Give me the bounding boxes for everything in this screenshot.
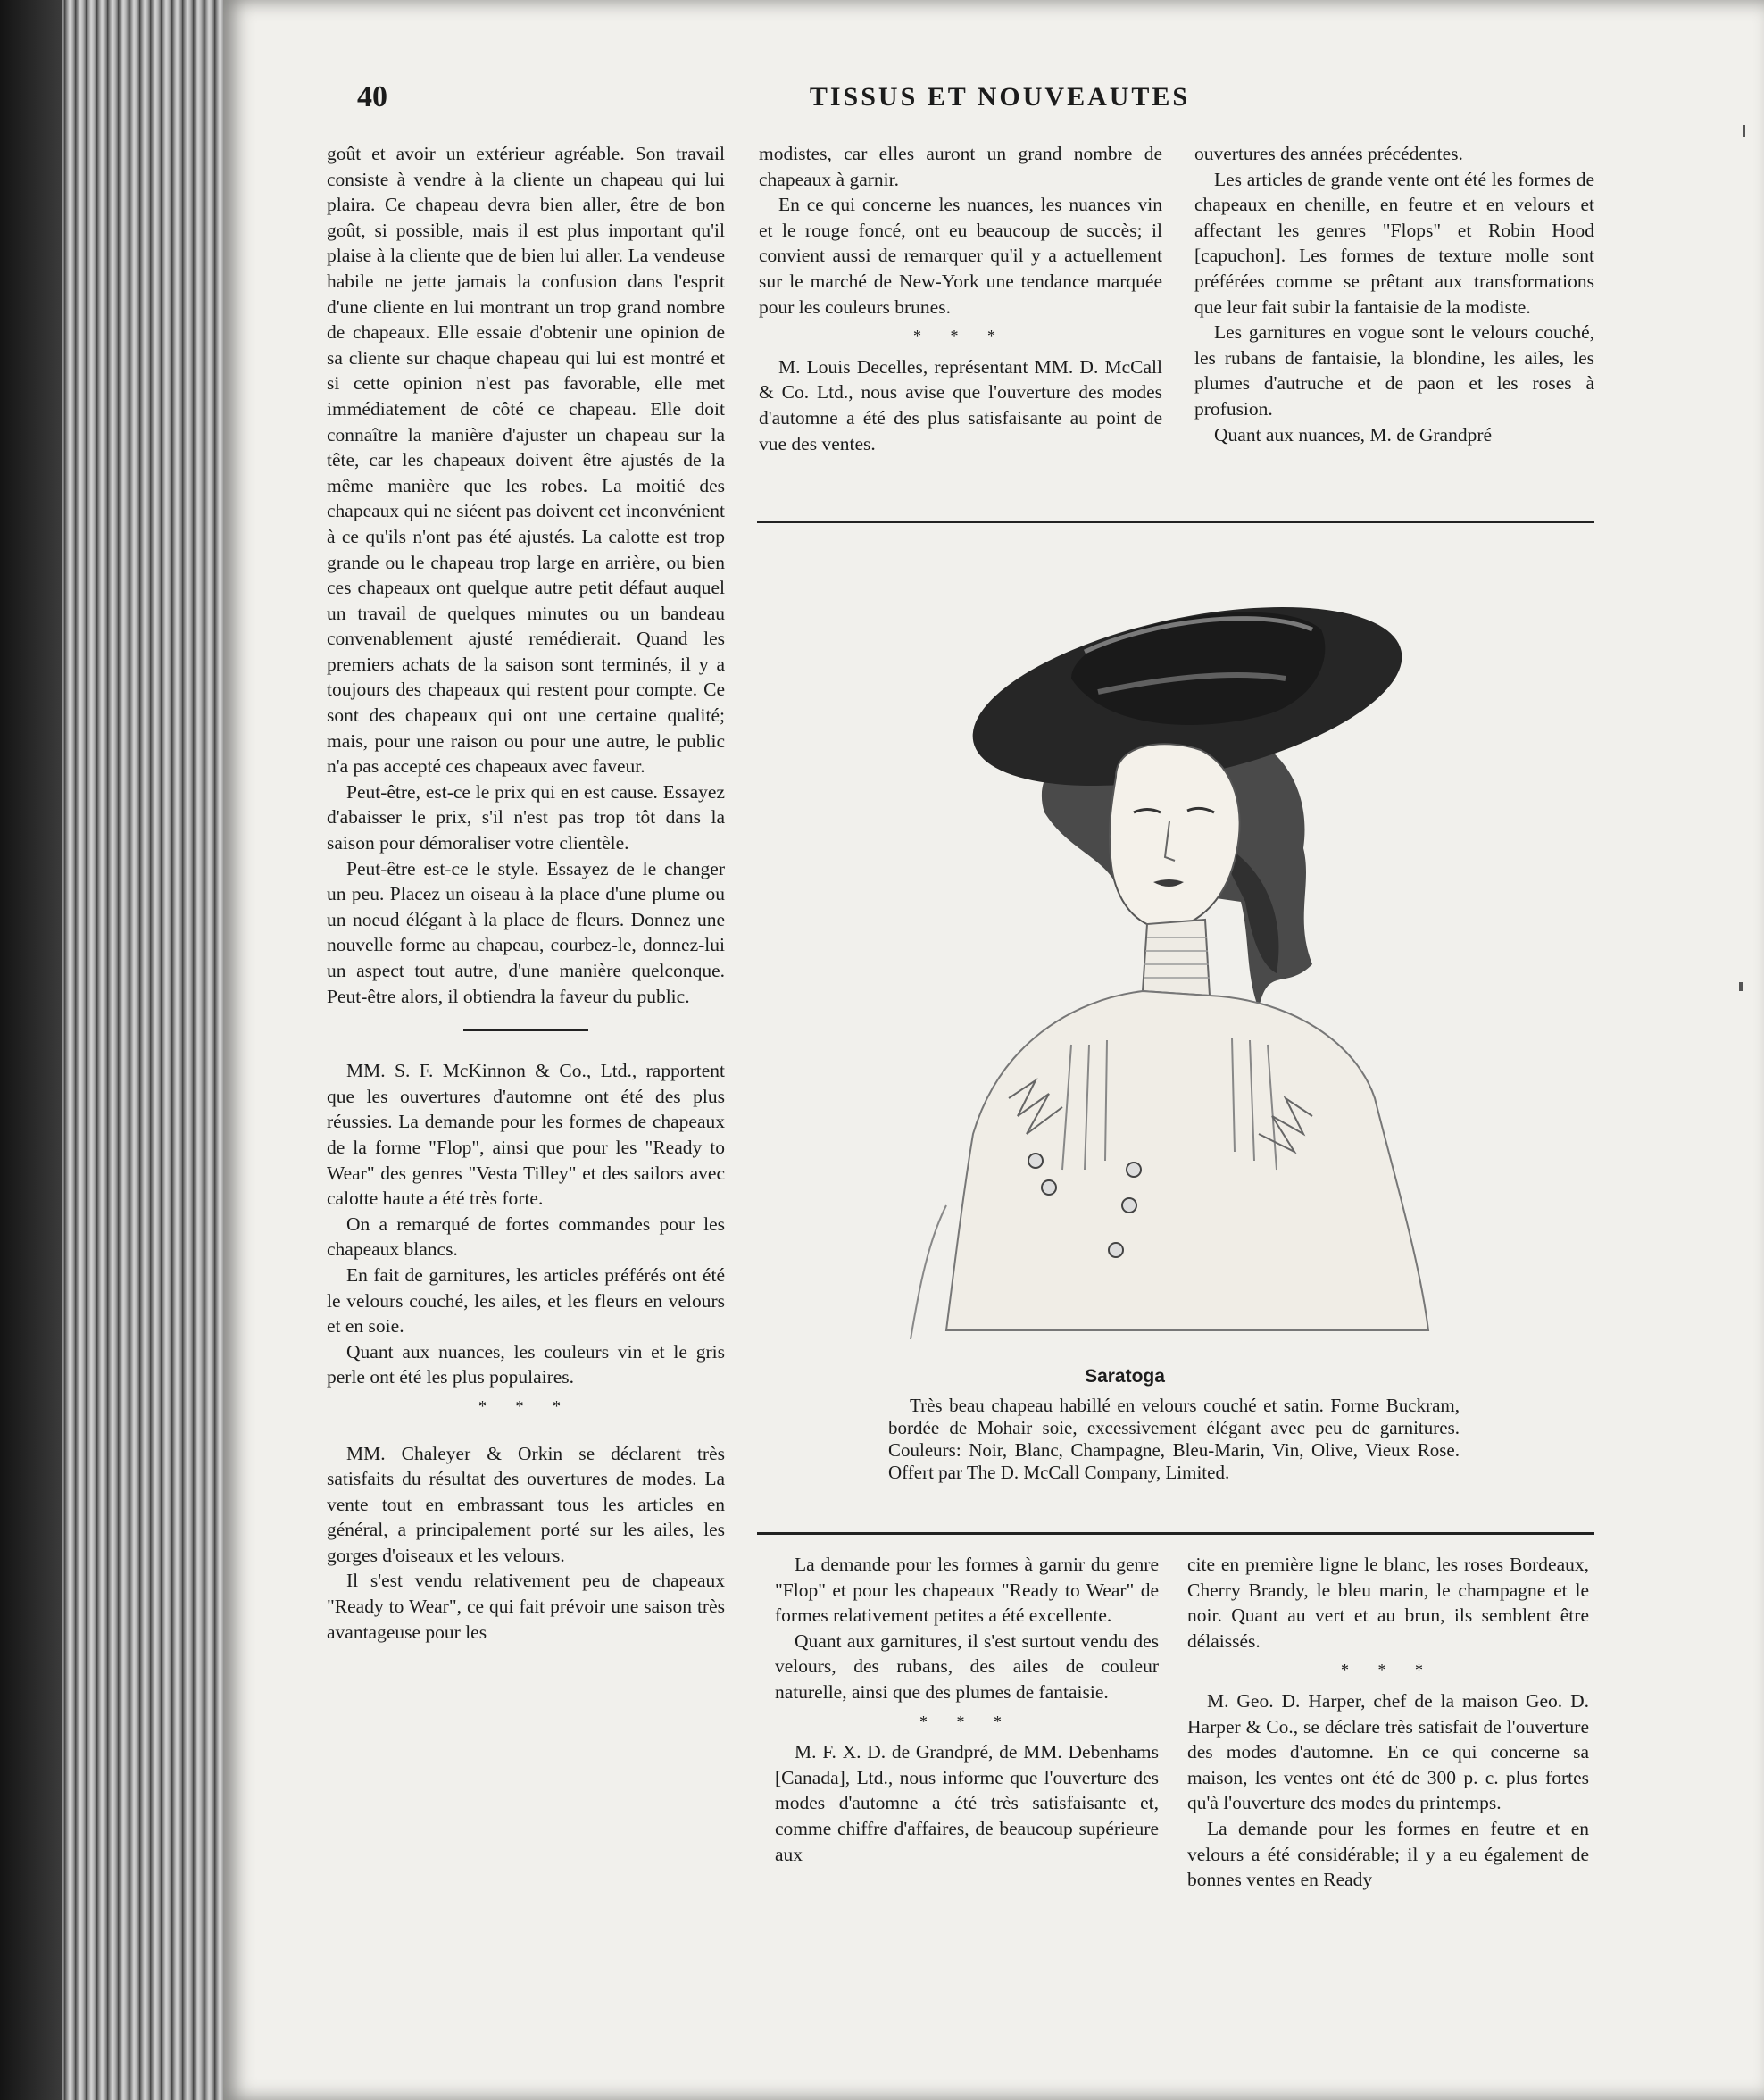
caption-text: Très beau chapeau habillé en velours couché et satin. Forme Buckram, bordée de Mohair soie, excessivement élégant avec peu de garnitures. Couleurs: Noir, Blanc, Champagne, Bleu-Marin, Vin, Olive, Vieux Rose. Offert par The D. McCall Company, Limited. — [888, 1395, 1460, 1483]
paragraph: En ce qui concerne les nuances, les nuances vin et le rouge foncé, ont eu beaucoup de succès; il convient aussi de remarquer qu'il y a actuellement sur le marché de New-York une tendance marquée pour les couleurs brunes. — [759, 194, 1162, 318]
paragraph: Quant aux garnitures, il s'est surtout vendu des velours, des rubans, des ailes de couleur naturelle, ainsi que des plumes de fantaisie. — [775, 1629, 1159, 1703]
paragraph: modistes, car elles auront un grand nombre de chapeaux à garnir. — [759, 143, 1162, 190]
paragraph: Quant aux nuances, les couleurs vin et le gris perle ont été les plus populaires. — [327, 1340, 725, 1388]
paragraph: goût et avoir un extérieur agréable. Son travail consiste à vendre à la cliente un chapeau qui lui plaira. Ce chapeau devra bien aller, être de bon goût, si possible, mais il est plus important qu'il plaise à la cliente que de bien lui aller. La vendeuse habile ne jette jamais la confusion dans l'esprit d'une cliente en lui montrant un trop grand nombre de chapeaux. Elle essaie d'obtenir une opinion de sa cliente sur chaque chapeau qui lui est montré et si cette opinion n'est pas favorable, elle met immédiatement de côté ce chapeau. Elle doit connaître la manière d'ajuster un chapeau sur la tête, car les chapeaux doivent être ajustés de la même manière que les robes. La moitié des chapeaux qui ne siéent pas doivent cet inconvénient à ce qu'ils n'ont pas été ajustés. La calotte est trop grande ou le chapeau trop large en arrière, ou bien ces chapeaux ont quelque autre petit défaut auquel un travail de quelques minutes ou un bandeau convenablement ajusté remédierait. Quand les premiers achats de la saison sont terminés, il y a toujours des chapeaux qui restent pour compte. Ce sont des chapeaux qui ont une certaine qualité; mais, pour une raison ou pour une autre, le public n'a pas accepté ces chapeaux avec faveur. — [327, 143, 725, 778]
section-stars: * * * — [913, 327, 1008, 346]
paragraph: La demande pour les formes à garnir du genre "Flop" et pour les chapeaux "Ready to Wear" de formes relativement petites a été excellente. — [775, 1554, 1159, 1627]
button — [1127, 1162, 1141, 1177]
paragraph: Les articles de grande vente ont été les formes de chapeaux en chenille, en feutre et en velours et affectant les genres "Flops" et Robin Hood [capuchon]. Les formes de texture molle sont préférées comme se prêtant aux transformations que leur fait subir la fantaisie de la modiste. — [1194, 168, 1594, 318]
paragraph: MM. Chaleyer & Orkin se déclarent très satisfaits du résultat des ouvertures de modes. La vente tout en embrassant tous les articles en général, a principalement porté sur les ailes, les gorges d'oiseaux et les velours. — [327, 1442, 725, 1566]
paragraph: Les garnitures en vogue sont le velours couché, les rubans de fantaisie, la blondine, les ailes, les plumes d'autruche et de paon et les roses à profusion. — [1194, 321, 1594, 420]
column-right-top — [1194, 141, 1594, 498]
paragraph: Peut-être est-ce le style. Essayez de le changer un peu. Placez un oiseau à la place d'une plume ou un noeud élégant à la place de fleurs. Donnez une nouvelle forme au chapeau, courbez-le, donnez-lui un aspect tout autre, d'une manière quelconque. Peut-être alors, il obtiendra la faveur du public. — [327, 857, 725, 1007]
saratoga-hat-illustration — [893, 545, 1500, 1348]
page-edge-mark — [1739, 982, 1743, 991]
section-stars: * * * — [478, 1396, 573, 1415]
paragraph: On a remarqué de fortes commandes pour les chapeaux blancs. — [327, 1212, 725, 1261]
paragraph: Quant aux nuances, M. de Grandpré — [1214, 423, 1493, 446]
column-middle-top — [759, 141, 1162, 498]
figure-title: Saratoga — [1085, 1366, 1165, 1387]
paragraph: M. Geo. D. Harper, chef de la maison Geo. D. Harper & Co., se déclare très satisfait de l'ouverture des modes d'automne. En ce qui concerne sa maison, les ventes ont été de 300 p. c. plus fortes qu'à l'ouverture des modes du printemps. — [1187, 1689, 1589, 1814]
page-number: 40 — [357, 80, 387, 113]
sleeve-line — [911, 1205, 946, 1339]
spacer — [327, 1425, 725, 1441]
running-head-title: TISSUS ET NOUVEAUTES — [809, 82, 1191, 112]
column-right-bottom — [1187, 1552, 1589, 1909]
high-collar — [1143, 920, 1210, 996]
button — [1122, 1198, 1136, 1212]
paragraph: Il s'est vendu relativement peu de chapeaux "Ready to Wear", ce qui fait prévoir une saison très avantageuse pour les — [327, 1570, 725, 1643]
horizontal-rule — [757, 1532, 1594, 1535]
paragraph: Peut-être, est-ce le prix qui en est cause. Essayez d'abaisser le prix, s'il n'est pas trop tôt dans la saison pour démoraliser votre clientèle. — [327, 780, 725, 854]
button — [1042, 1180, 1056, 1195]
paragraph: La demande pour les formes en feutre et en velours a été considérable; il y a eu également de bonnes ventes en Ready — [1187, 1817, 1589, 1891]
blouse — [946, 991, 1428, 1330]
section-divider — [463, 1029, 588, 1031]
paragraph: MM. S. F. McKinnon & Co., Ltd., rapportent que les ouvertures d'automne ont été des plus réussies. La demande pour les formes de chapeaux de la forme "Flop", ainsi que pour les "Ready to Wear" des genres "Vesta Tilley" et des sailors avec calotte haute a été très forte. — [327, 1060, 725, 1210]
paragraph: cite en première ligne le blanc, les roses Bordeaux, Cherry Brandy, le bleu marin, le champagne et le noir. Quant au vert et au brun, ils semblent être délaissés. — [1187, 1554, 1589, 1652]
book-binding-shadow — [0, 0, 62, 2100]
paragraph: M. Louis Decelles, représentant MM. D. McCall & Co. Ltd., nous avise que l'ouverture des modes d'automne a été des plus satisfaisante au point de vue des ventes. — [759, 355, 1162, 454]
paragraph: En fait de garnitures, les articles préférés ont été le velours couché, les ailes, et les fleurs en velours et en soie. — [327, 1263, 725, 1338]
face — [1110, 744, 1240, 929]
figure-caption — [888, 1395, 1460, 1484]
column-middle-bottom — [775, 1552, 1159, 1909]
column-left — [327, 141, 725, 1927]
button — [1028, 1154, 1043, 1168]
page-edge-mark — [1743, 125, 1745, 138]
horizontal-rule — [757, 521, 1594, 523]
paragraph: ouvertures des années précédentes. — [1194, 143, 1463, 164]
paragraph: M. F. X. D. de Grandpré, de MM. Debenhams [Canada], Ltd., nous informe que l'ouverture des modes d'automne a été très satisfaisante et, comme chiffre d'affaires, de beaucoup supérieure aux — [775, 1741, 1159, 1865]
button — [1109, 1243, 1123, 1257]
section-stars: * * * — [1341, 1661, 1435, 1679]
section-stars: * * * — [919, 1712, 1014, 1730]
